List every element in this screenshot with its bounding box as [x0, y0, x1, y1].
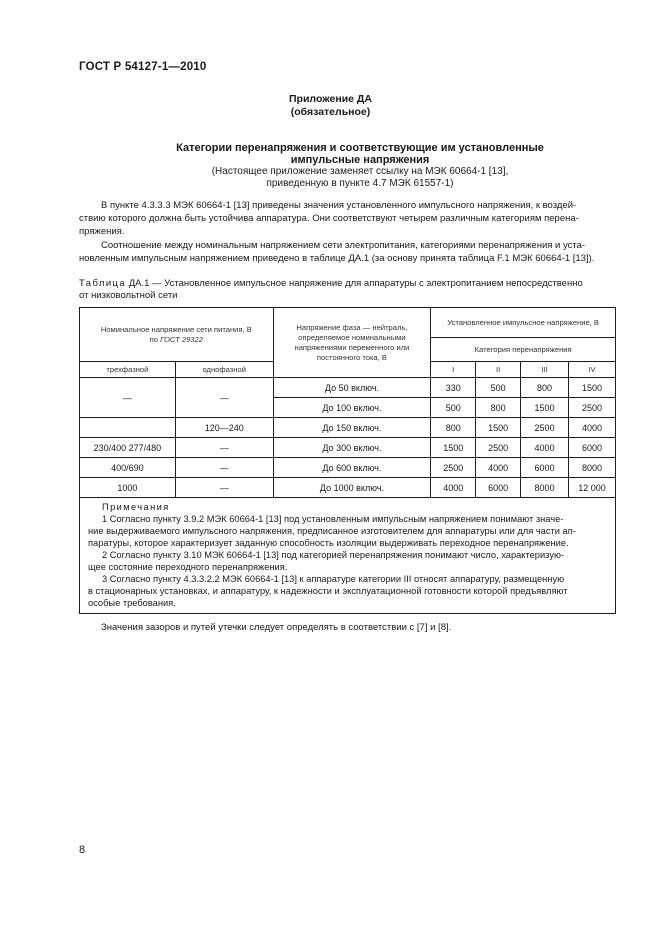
- replacement-note-line-2: приведенную в пункте 4.7 МЭК 61557-1): [266, 178, 454, 189]
- table-caption: [79, 278, 619, 302]
- category-header-ii: II: [476, 362, 521, 378]
- table-row: [80, 478, 616, 498]
- category-header-i: I: [431, 362, 476, 378]
- note-1-line: ние выдерживаемого импульсного напряжения, предписанное изготовителем для аппаратуры или для части ап-: [88, 526, 576, 536]
- phase-voltage-cell: До 600 включ.: [273, 458, 431, 478]
- category-ii-cell: 4000: [476, 458, 521, 478]
- table-caption-line-2: от низковольтной сети: [79, 290, 178, 301]
- category-i-cell: 800: [431, 418, 476, 438]
- phase-voltage-header: Напряжение фаза — нейтраль, определяемое номинальными напряжениями переменного или постоянного тока, В: [273, 308, 431, 378]
- category-iii-cell: 6000: [521, 458, 569, 478]
- single-phase-header: однофазной: [175, 362, 273, 378]
- paragraph-1-line: В пункте 4.3.3.3 МЭК 60664-1 [13] приведены значения установленного импульсного напряжения, к воздей-: [101, 200, 577, 211]
- table-row: [80, 418, 616, 438]
- category-iii-cell: 4000: [521, 438, 569, 458]
- notes-title: Примечания: [102, 502, 170, 512]
- category-iv-cell: 1500: [569, 378, 616, 398]
- category-iv-cell: 4000: [569, 418, 616, 438]
- phase-voltage-cell: До 1000 включ.: [273, 478, 431, 498]
- three-phase-cell: 230/400 277/480: [80, 438, 176, 458]
- category-ii-cell: 2500: [476, 438, 521, 458]
- paragraph-2: [79, 239, 616, 265]
- category-iv-cell: 8000: [569, 458, 616, 478]
- nominal-voltage-header-by: по: [149, 334, 161, 344]
- nominal-voltage-header-standard: ГОСТ 29322: [160, 334, 203, 344]
- rated-impulse-header: Установленное импульсное напряжение, В: [431, 308, 616, 338]
- document-code: ГОСТ Р 54127-1—2010: [79, 61, 207, 73]
- category-i-cell: 1500: [431, 438, 476, 458]
- annex-heading-line-1: Категории перенапряжения и соответствующие им установленные: [176, 142, 544, 154]
- single-phase-cell: 120—240: [175, 418, 273, 438]
- overvoltage-category-header: Категория перенапряжения: [431, 338, 616, 362]
- table-header-row: [80, 308, 616, 338]
- paragraph-1-line: пряжения.: [79, 226, 125, 237]
- annex-title: Приложение ДА: [289, 93, 372, 105]
- paragraph-2-line: новленным импульсным напряжением приведено в таблице ДА.1 (за основу принята таблица F.1 МЭК 60664-1 [13]).: [79, 253, 595, 264]
- paragraph-1: [79, 199, 616, 238]
- category-header-iv: IV: [569, 362, 616, 378]
- three-phase-cell: 1000: [80, 478, 176, 498]
- page-number: 8: [79, 844, 86, 856]
- category-header-iii: III: [521, 362, 569, 378]
- impulse-voltage-table: [79, 307, 616, 614]
- note-1-line: паратуры, которое характеризует заданную способность изоляции выдерживать переходное перенапряжение.: [88, 538, 569, 548]
- three-phase-cell: 400/690: [80, 458, 176, 478]
- note-2-line: щее состояние переходного перенапряжения.: [88, 562, 288, 572]
- phase-voltage-cell: До 300 включ.: [273, 438, 431, 458]
- note-3-line: особые требования.: [88, 598, 176, 608]
- annex-heading: [100, 142, 620, 166]
- annex-heading-line-2: импульсные напряжения: [290, 154, 430, 166]
- category-ii-cell: 800: [476, 398, 521, 418]
- three-phase-header: трехфазной: [80, 362, 176, 378]
- annex-replacement-note: [100, 166, 620, 190]
- category-i-cell: 2500: [431, 458, 476, 478]
- table-row: [80, 458, 616, 478]
- table-notes-row: [80, 498, 616, 614]
- category-ii-cell: 1500: [476, 418, 521, 438]
- note-1-line: 1 Согласно пункту 3.9.2 МЭК 60664-1 [13] под установленным импульсным напряжением понимают значе-: [102, 514, 564, 524]
- nominal-voltage-header: [80, 308, 274, 362]
- category-iii-cell: 2500: [521, 418, 569, 438]
- phase-voltage-cell: До 50 включ.: [273, 378, 431, 398]
- table-row: [80, 378, 616, 398]
- three-phase-cell: —: [80, 378, 176, 418]
- three-phase-cell-empty: [80, 418, 176, 438]
- replacement-note-line-1: (Настоящее приложение заменяет ссылку на МЭК 60664-1 [13],: [211, 166, 509, 177]
- final-paragraph: Значения зазоров и путей утечки следует определять в соответствии с [7] и [8].: [101, 622, 452, 633]
- category-ii-cell: 6000: [476, 478, 521, 498]
- category-iii-cell: 8000: [521, 478, 569, 498]
- note-2-line: 2 Согласно пункту 3.10 МЭК 60664-1 [13] под категорией перенапряжения понимают число, характеризую-: [102, 550, 565, 560]
- phase-voltage-cell: До 150 включ.: [273, 418, 431, 438]
- category-iv-cell: 12 000: [569, 478, 616, 498]
- nominal-voltage-header-text: Номинальное напряжение сети питания, В: [100, 324, 252, 334]
- single-phase-cell: —: [175, 378, 273, 418]
- table-caption-line-1: [79, 278, 619, 290]
- single-phase-cell: —: [175, 478, 273, 498]
- single-phase-cell: —: [175, 438, 273, 458]
- single-phase-cell: —: [175, 458, 273, 478]
- note-3-line: в стационарных установках, и аппаратуру, к надежности и эксплуатационной готовности которой предъявляют: [88, 586, 568, 596]
- note-3-line: 3 Согласно пункту 4.3.3.2.2 МЭК 60664-1 [13] к аппаратуре категории III относят аппаратуру, размещенную: [102, 574, 565, 584]
- category-i-cell: 4000: [431, 478, 476, 498]
- category-iii-cell: 1500: [521, 398, 569, 418]
- category-i-cell: 500: [431, 398, 476, 418]
- table-row: [80, 438, 616, 458]
- phase-voltage-cell: До 100 включ.: [273, 398, 431, 418]
- table-caption-text: ДА.1 — Установленное импульсное напряжение для аппаратуры с электропитанием непосредственно: [126, 278, 583, 289]
- paragraph-2-line: Соотношение между номинальным напряжением сети электропитания, категориями перенапряжения и уста-: [101, 240, 586, 251]
- category-iv-cell: 6000: [569, 438, 616, 458]
- category-iv-cell: 2500: [569, 398, 616, 418]
- annex-type: (обязательное): [290, 106, 371, 118]
- category-ii-cell: 500: [476, 378, 521, 398]
- table-caption-label: Таблица: [79, 278, 127, 289]
- table-notes: [80, 498, 616, 614]
- category-i-cell: 330: [431, 378, 476, 398]
- paragraph-1-line: ствию которого должна быть устойчива аппаратура. Они соответствуют четырем различным категориям перена-: [79, 213, 579, 224]
- category-iii-cell: 800: [521, 378, 569, 398]
